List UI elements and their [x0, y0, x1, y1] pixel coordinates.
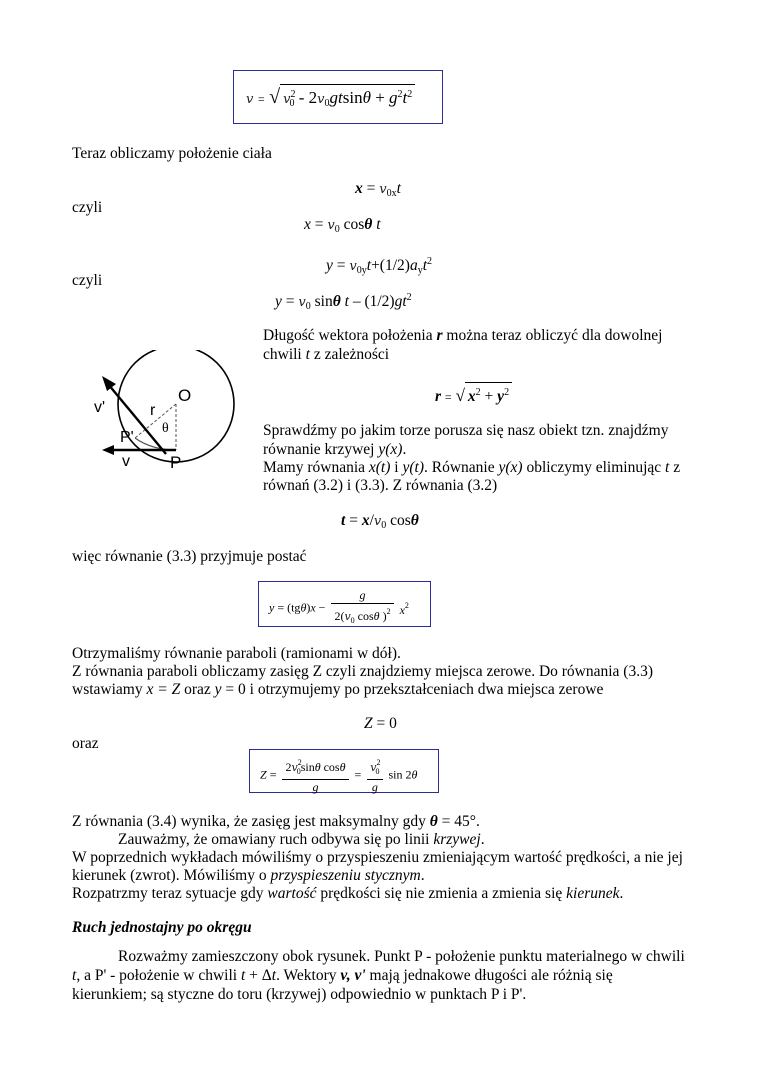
formula-r: r = √ $x^2 + y^2$: [435, 382, 512, 407]
vector-v-head: [102, 445, 114, 455]
paragraph-length-2: chwili t z zależności: [263, 346, 390, 363]
paragraph-consider: Rozpatrzmy teraz sytuacje gdy wartość prędkości się nie zmienia a zmienia się kierunek.: [72, 885, 624, 902]
paragraph-figure-2: t, a P' - położenie w chwili t + Δt. Wektory v, v' mają jednakowe długości ale różnią się: [72, 967, 613, 984]
paragraph-check-2: równanie krzywej y(x).: [263, 441, 407, 458]
radius-opprime: [135, 404, 176, 438]
section-heading: Ruch jednostajny po okręgu: [72, 919, 252, 936]
paragraph-notice: Zauważmy, że omawiany ruch odbywa się po linii krzywej.: [118, 831, 485, 848]
formula-x-vx-t: $x = v_{0x}t$: [355, 180, 401, 199]
range-formula: Z = $\frac{2v^2_0\sin\theta \cos\theta}{g}$ = $\frac{v^2_0}{g}$ sin 2θ: [249, 749, 439, 793]
label-P-prime: P': [120, 429, 134, 446]
vector-v-prime: [108, 384, 166, 454]
label-oraz: oraz: [72, 735, 99, 752]
label-r: r: [150, 402, 156, 419]
velocity-magnitude-formula: [233, 70, 443, 124]
label-theta: θ: [162, 421, 169, 436]
formula-t: $t = x/v_0$ cosθ: [341, 512, 419, 531]
label-v: v: [122, 453, 130, 470]
parabola-formula: y = (tgθ)x − $\frac{g}{2(v_0 \cos\theta )^2}$ $x^2$: [258, 581, 431, 627]
paragraph-position: Teraz obliczamy położenie ciała: [72, 145, 272, 162]
vector-v-prime-head: [102, 376, 116, 391]
paragraph-range-1: Z równania paraboli obliczamy zasięg Z czyli znajdziemy miejsca zerowe. Do równania (3.3): [72, 663, 654, 680]
paragraph-equations-1: Mamy równania x(t) i y(t). Równanie y(x) obliczymy eliminując t z: [263, 459, 681, 476]
formula-y-sin: $y = v_0$ sinθ t – $(1/2)gt^2$: [275, 292, 412, 312]
paragraph-previous-2: kierunek (zwrot). Mówiliśmy o przyspieszeniu stycznym.: [72, 867, 425, 884]
paragraph-length-1: Długość wektora położenia r można teraz obliczyć dla dowolnej: [263, 327, 663, 344]
paragraph-equations-2: równań (3.2) i (3.3). Z równania (3.2): [263, 477, 498, 494]
circle-motion-figure: [88, 350, 248, 470]
formula-z-zero: Z = 0: [364, 715, 397, 732]
label-czyli-1: czyli: [72, 199, 103, 216]
paragraph-previous-1: W poprzednich wykładach mówiliśmy o przyspieszeniu zmieniającym wartość prędkości, a nie jej: [72, 849, 683, 866]
velocity-magnitude-render: v = √ $v^2_0 - 2v_0gtsin\theta + g^2t^2$: [246, 84, 415, 113]
label-v-prime: v': [94, 399, 106, 416]
label-P: P: [170, 453, 182, 470]
paragraph-figure-1: Rozważmy zamieszczony obok rysunek. Punkt P - położenie punktu materialnego w chwili: [118, 948, 685, 965]
formula-x-cos: $x = v_0$ cosθ t: [304, 216, 381, 235]
paragraph-check-1: Sprawdźmy po jakim torze porusza się nasz obiekt tzn. znajdźmy: [263, 422, 669, 439]
paragraph-range-2: wstawiamy x = Z oraz y = 0 i otrzymujemy po przekształceniach dwa miejsca zerowe: [72, 681, 604, 698]
paragraph-parabola: Otrzymaliśmy równanie paraboli (ramionami w dół).: [72, 645, 401, 662]
formula-y-ay: $y = v_{0y}t+(1/2)a_yt^2$: [326, 256, 432, 276]
paragraph-figure-3: kierunkiem; są styczne do toru (krzywej) odpowiednio w punktach P i P'.: [72, 986, 527, 1003]
label-O: O: [178, 386, 192, 405]
paragraph-max-range: Z równania (3.4) wynika, że zasięg jest maksymalny gdy θ = 45°.: [72, 813, 480, 830]
label-czyli-2: czyli: [72, 272, 103, 289]
paragraph-then: więc równanie (3.3) przyjmuje postać: [72, 548, 307, 565]
velocity-magnitude-text: [234, 71, 235, 72]
